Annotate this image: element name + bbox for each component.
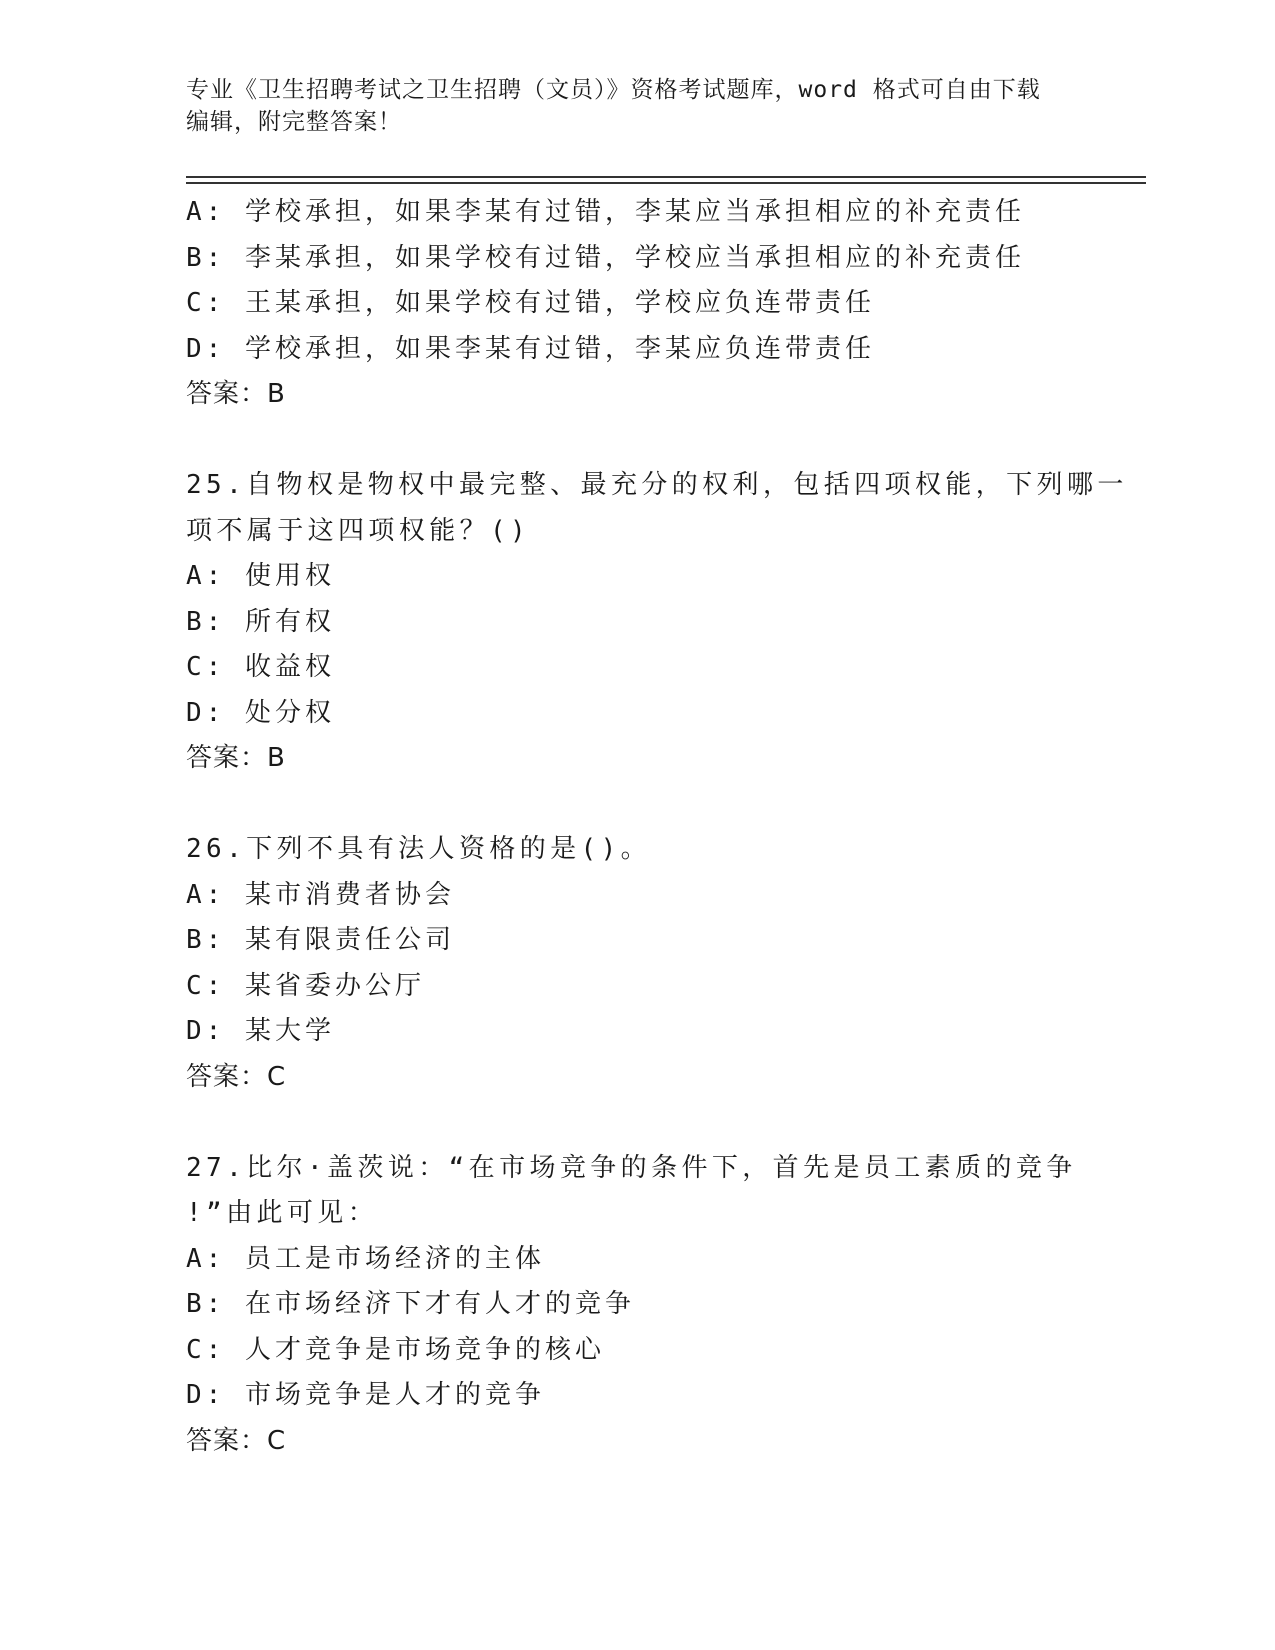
option-d: D: 某大学 — [186, 1016, 335, 1046]
option-d: D: 学校承担，如果李某有过错，李某应负连带责任 — [186, 333, 875, 364]
option-c: C: 收益权 — [186, 652, 335, 682]
option-b: B: 在市场经济下才有人才的竞争 — [186, 1289, 635, 1319]
header-line-2: 编辑，附完整答案！ — [186, 109, 402, 135]
option-a: A: 员工是市场经济的主体 — [186, 1243, 545, 1274]
option-c: C: 某省委办公厅 — [186, 970, 425, 1001]
option-a: A: 某市消费者协会 — [186, 879, 455, 910]
question-26 — [186, 827, 1146, 1100]
option-c: C: 人才竞争是市场竞争的核心 — [186, 1334, 605, 1365]
question-25 — [186, 463, 1146, 782]
question-stem: 26.下列不具有法人资格的是()。 — [186, 834, 652, 864]
document-header — [186, 74, 1086, 138]
option-b: B: 所有权 — [186, 606, 335, 637]
option-a: A: 学校承担，如果李某有过错，李某应当承担相应的补充责任 — [186, 197, 1025, 227]
option-b: B: 某有限责任公司 — [186, 925, 455, 955]
header-rule-top — [186, 176, 1146, 178]
option-d: D: 处分权 — [186, 697, 335, 728]
question-stem-continued: !”由此可见： — [186, 1198, 379, 1228]
answer-line: 答案：B — [186, 379, 286, 409]
option-b: B: 李某承担，如果学校有过错，学校应当承担相应的补充责任 — [186, 242, 1025, 273]
question-list — [186, 190, 1146, 1464]
question-stem: 25.自物权是物权中最完整、最充分的权利，包括四项权能，下列哪一 — [186, 470, 1128, 500]
header-line-1: 专业《卫生招聘考试之卫生招聘（文员）》资格考试题库，word 格式可自由下载 — [186, 77, 1041, 103]
question-stem-continued: 项不属于这四项权能？() — [186, 515, 531, 546]
header-rule-bottom — [186, 182, 1146, 184]
answer-line: 答案：B — [186, 743, 286, 773]
option-c: C: 王某承担，如果学校有过错，学校应负连带责任 — [186, 288, 875, 318]
question-24-continued — [186, 190, 1146, 418]
question-stem: 27.比尔·盖茨说：“在市场竞争的条件下，首先是员工素质的竞争 — [186, 1152, 1077, 1183]
answer-line: 答案：C — [186, 1061, 287, 1092]
option-d: D: 市场竞争是人才的竞争 — [186, 1380, 545, 1410]
option-a: A: 使用权 — [186, 561, 335, 591]
question-27 — [186, 1146, 1146, 1465]
answer-line: 答案：C — [186, 1425, 287, 1456]
